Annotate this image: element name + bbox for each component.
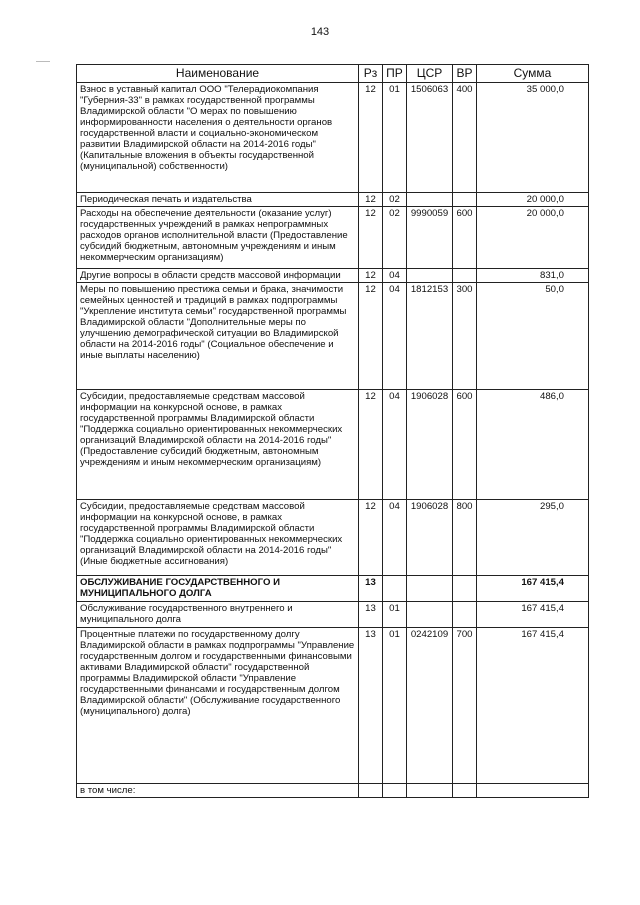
table-header-row — [77, 65, 589, 83]
table-row — [77, 576, 589, 602]
cell-csr: 9990059 — [407, 207, 453, 269]
cell-pr: 01 — [383, 602, 407, 628]
cell-pr: 04 — [383, 269, 407, 283]
cell-csr: 1506063 — [407, 83, 453, 193]
table-row — [77, 269, 589, 283]
cell-sum: 831,0 — [477, 269, 589, 283]
cell-name: ОБСЛУЖИВАНИЕ ГОСУДАРСТВЕННОГО И МУНИЦИПАЛЬНОГО ДОЛГА — [77, 576, 359, 602]
cell-rz — [359, 784, 383, 798]
cell-rz: 13 — [359, 628, 383, 784]
cell-sum: 295,0 — [477, 500, 589, 576]
cell-rz: 12 — [359, 269, 383, 283]
cell-vr: 400 — [453, 83, 477, 193]
cell-vr — [453, 269, 477, 283]
cell-rz: 12 — [359, 193, 383, 207]
cell-pr: 02 — [383, 207, 407, 269]
cell-csr: 0242109 — [407, 628, 453, 784]
cell-sum — [477, 784, 589, 798]
cell-rz: 12 — [359, 283, 383, 390]
cell-sum: 167 415,4 — [477, 628, 589, 784]
cell-csr: 1906028 — [407, 390, 453, 500]
cell-vr: 600 — [453, 390, 477, 500]
cell-name: в том числе: — [77, 784, 359, 798]
cell-vr: 300 — [453, 283, 477, 390]
cell-pr — [383, 576, 407, 602]
cell-csr — [407, 269, 453, 283]
table-row — [77, 83, 589, 193]
header-csr: ЦСР — [407, 65, 453, 83]
cell-sum: 20 000,0 — [477, 193, 589, 207]
cell-vr — [453, 576, 477, 602]
table-row — [77, 602, 589, 628]
cell-pr: 01 — [383, 83, 407, 193]
scan-artifact — [36, 61, 50, 62]
cell-sum: 486,0 — [477, 390, 589, 500]
cell-vr — [453, 193, 477, 207]
cell-name: Субсидии, предоставляемые средствам массовой информации на конкурсной основе, в рамках государственной программы Владимирской области "Поддержка социально ориентированных некоммерческих организаций Владимирской области на 2014-2016 годы" (Иные бюджетные ассигнования) — [77, 500, 359, 576]
cell-rz: 12 — [359, 390, 383, 500]
cell-name: Субсидии, предоставляемые средствам массовой информации на конкурсной основе, в рамках государственной программы Владимирской области "Поддержка социально ориентированных некоммерческих организаций Владимирской области на 2014-2016 годы" (Предоставление субсидий бюджетным, автономным учреждениям и иным некоммерческим организациям) — [77, 390, 359, 500]
cell-name: Расходы на обеспечение деятельности (оказание услуг) государственных учреждений в рамках непрограммных расходов органов исполнительной власти (Предоставление субсидий бюджетным, автономным учреждениям и иным некоммерческим организациям) — [77, 207, 359, 269]
cell-name: Другие вопросы в области средств массовой информации — [77, 269, 359, 283]
cell-sum: 20 000,0 — [477, 207, 589, 269]
table-row — [77, 390, 589, 500]
header-name: Наименование — [77, 65, 359, 83]
cell-vr — [453, 784, 477, 798]
table-row — [77, 283, 589, 390]
cell-rz: 13 — [359, 602, 383, 628]
cell-rz: 12 — [359, 500, 383, 576]
cell-sum: 50,0 — [477, 283, 589, 390]
table-row — [77, 784, 589, 798]
budget-table — [76, 64, 589, 798]
cell-csr: 1812153 — [407, 283, 453, 390]
cell-name: Процентные платежи по государственному долгу Владимирской области в рамках подпрограммы "Управление государственным долгом и государственными финансовыми активами Владимирской области" государственной программы Владимирской области "Управление государственными финансами и государственным долгом Владимирской области" (Обслуживание государственного (муниципального) долга) — [77, 628, 359, 784]
header-pr: ПР — [383, 65, 407, 83]
cell-vr: 700 — [453, 628, 477, 784]
table-row — [77, 193, 589, 207]
table-body — [77, 83, 589, 798]
cell-pr: 02 — [383, 193, 407, 207]
cell-vr — [453, 602, 477, 628]
cell-csr — [407, 602, 453, 628]
cell-csr — [407, 784, 453, 798]
cell-csr — [407, 193, 453, 207]
cell-name: Периодическая печать и издательства — [77, 193, 359, 207]
cell-name: Обслуживание государственного внутреннего и муниципального долга — [77, 602, 359, 628]
table-row — [77, 207, 589, 269]
cell-rz: 13 — [359, 576, 383, 602]
page-number: 143 — [310, 26, 330, 38]
cell-sum: 167 415,4 — [477, 576, 589, 602]
header-rz: Рз — [359, 65, 383, 83]
cell-pr: 04 — [383, 390, 407, 500]
cell-vr: 600 — [453, 207, 477, 269]
cell-rz: 12 — [359, 83, 383, 193]
cell-pr: 04 — [383, 500, 407, 576]
cell-name: Меры по повышению престижа семьи и брака, значимости семейных ценностей и традиций в рамках подпрограммы "Укрепление института семьи" государственной программы Владимирской области "Дополнительные меры по улучшению демографической ситуации во Владимирской области на 2014-2016 годы" (Социальное обеспечение и иные выплаты населению) — [77, 283, 359, 390]
cell-vr: 800 — [453, 500, 477, 576]
cell-sum: 35 000,0 — [477, 83, 589, 193]
cell-pr — [383, 784, 407, 798]
cell-pr: 04 — [383, 283, 407, 390]
cell-name: Взнос в уставный капитал ООО "Телерадиокомпания "Губерния-33" в рамках государственной программы Владимирской области "О мерах по повышению информированности населения о деятельности органов государственной власти и социально-экономическом развитии Владимирской области на 2014-2016 годы" (Капитальные вложения в объекты государственной (муниципальной) собственности) — [77, 83, 359, 193]
cell-csr: 1906028 — [407, 500, 453, 576]
cell-pr: 01 — [383, 628, 407, 784]
cell-sum: 167 415,4 — [477, 602, 589, 628]
cell-rz: 12 — [359, 207, 383, 269]
cell-csr — [407, 576, 453, 602]
header-sum: Сумма — [477, 65, 589, 83]
table-row — [77, 500, 589, 576]
header-vr: ВР — [453, 65, 477, 83]
table-row — [77, 628, 589, 784]
